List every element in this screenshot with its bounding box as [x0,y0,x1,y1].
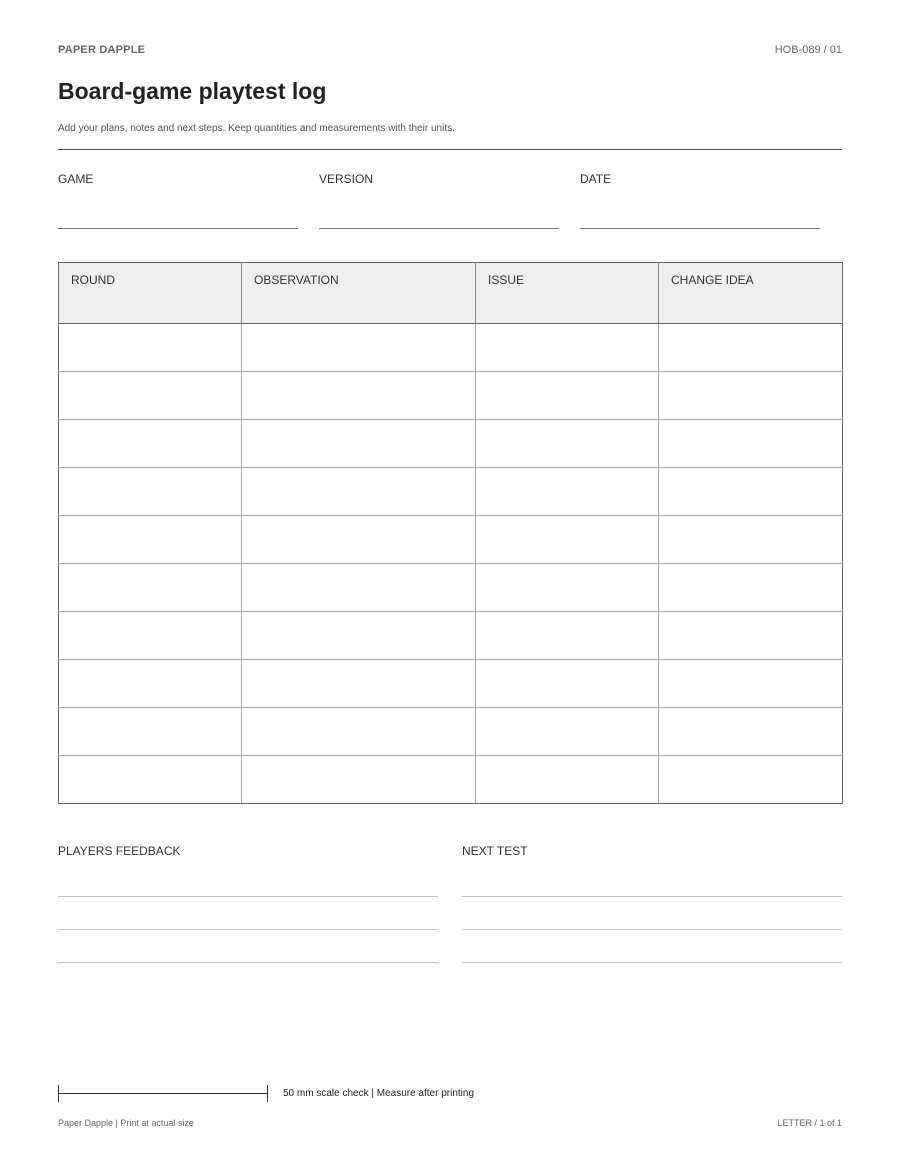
table-cell-round[interactable] [59,564,242,612]
table-cell-round[interactable] [59,660,242,708]
table-cell-change-idea[interactable] [659,468,843,516]
table-cell-issue[interactable] [476,372,659,420]
table-cell-change-idea[interactable] [659,708,843,756]
game-field-line[interactable] [58,228,298,229]
table-cell-issue[interactable] [476,468,659,516]
players-feedback-line[interactable] [58,929,438,930]
table-cell-round[interactable] [59,516,242,564]
scale-bar-end-tick [267,1085,268,1102]
next-test-section [462,844,842,858]
scale-check-bar [58,1085,268,1103]
scale-bar-start-tick [58,1085,59,1102]
footer-left-text: Paper Dapple | Print at actual size [58,1118,194,1128]
table-cell-round[interactable] [59,372,242,420]
table-cell-change-idea[interactable] [659,564,843,612]
table-cell-observation[interactable] [242,516,476,564]
table-cell-round[interactable] [59,756,242,804]
table-cell-issue[interactable] [476,756,659,804]
brand-label: PAPER DAPPLE [58,44,146,56]
column-header-change-idea: CHANGE IDEA [659,263,843,324]
table-cell-issue[interactable] [476,660,659,708]
table-cell-observation[interactable] [242,660,476,708]
table-cell-round[interactable] [59,324,242,372]
table-row [59,468,843,516]
table-cell-change-idea[interactable] [659,660,843,708]
table-cell-round[interactable] [59,468,242,516]
table-cell-issue[interactable] [476,708,659,756]
table-cell-change-idea[interactable] [659,516,843,564]
table-cell-change-idea[interactable] [659,756,843,804]
column-header-round: ROUND [59,263,242,324]
players-feedback-label: PLAYERS FEEDBACK [58,844,181,858]
table-header-row [59,263,843,324]
worksheet-page [58,0,842,1165]
table-cell-issue[interactable] [476,516,659,564]
players-feedback-line[interactable] [58,896,438,897]
table-row [59,324,843,372]
table-row [59,372,843,420]
next-test-label: NEXT TEST [462,844,528,858]
table-cell-round[interactable] [59,612,242,660]
document-id: HOB-089 / 01 [774,44,842,56]
page-title: Board-game playtest log [58,78,327,104]
table-cell-round[interactable] [59,420,242,468]
table-row [59,612,843,660]
table-cell-change-idea[interactable] [659,420,843,468]
table-cell-observation[interactable] [242,324,476,372]
table-cell-round[interactable] [59,708,242,756]
footer-page-info: LETTER / 1 of 1 [777,1118,842,1128]
game-field[interactable] [58,172,298,186]
date-field-label: DATE [580,172,612,186]
table-cell-observation[interactable] [242,612,476,660]
table-cell-observation[interactable] [242,708,476,756]
table-cell-issue[interactable] [476,420,659,468]
version-field-line[interactable] [319,228,559,229]
table-row [59,420,843,468]
scale-check-text: 50 mm scale check | Measure after printing [283,1088,475,1099]
table-row [59,516,843,564]
table-cell-observation[interactable] [242,420,476,468]
table-cell-issue[interactable] [476,324,659,372]
version-field-label: VERSION [319,172,374,186]
date-field-line[interactable] [580,228,820,229]
next-test-line[interactable] [462,896,842,897]
table-cell-observation[interactable] [242,468,476,516]
table-cell-observation[interactable] [242,372,476,420]
table-cell-issue[interactable] [476,564,659,612]
table-cell-observation[interactable] [242,564,476,612]
table-cell-observation[interactable] [242,756,476,804]
next-test-line[interactable] [462,962,842,963]
table-cell-issue[interactable] [476,612,659,660]
table-cell-change-idea[interactable] [659,372,843,420]
players-feedback-line[interactable] [58,962,438,963]
column-header-issue: ISSUE [476,263,659,324]
table-body [59,324,843,804]
header-divider [58,149,842,150]
table-row [59,660,843,708]
game-field-label: GAME [58,172,94,186]
version-field[interactable] [319,172,559,186]
table-cell-change-idea[interactable] [659,324,843,372]
column-header-observation: OBSERVATION [242,263,476,324]
table-row [59,708,843,756]
date-field[interactable] [580,172,820,186]
table-cell-change-idea[interactable] [659,612,843,660]
page-subtitle: Add your plans, notes and next steps. Keep quantities and measurements with their units. [58,123,455,134]
table-row [59,564,843,612]
next-test-line[interactable] [462,929,842,930]
table-row [59,756,843,804]
scale-bar-line [58,1093,267,1094]
playtest-log-table [58,262,843,804]
players-feedback-section [58,844,438,858]
